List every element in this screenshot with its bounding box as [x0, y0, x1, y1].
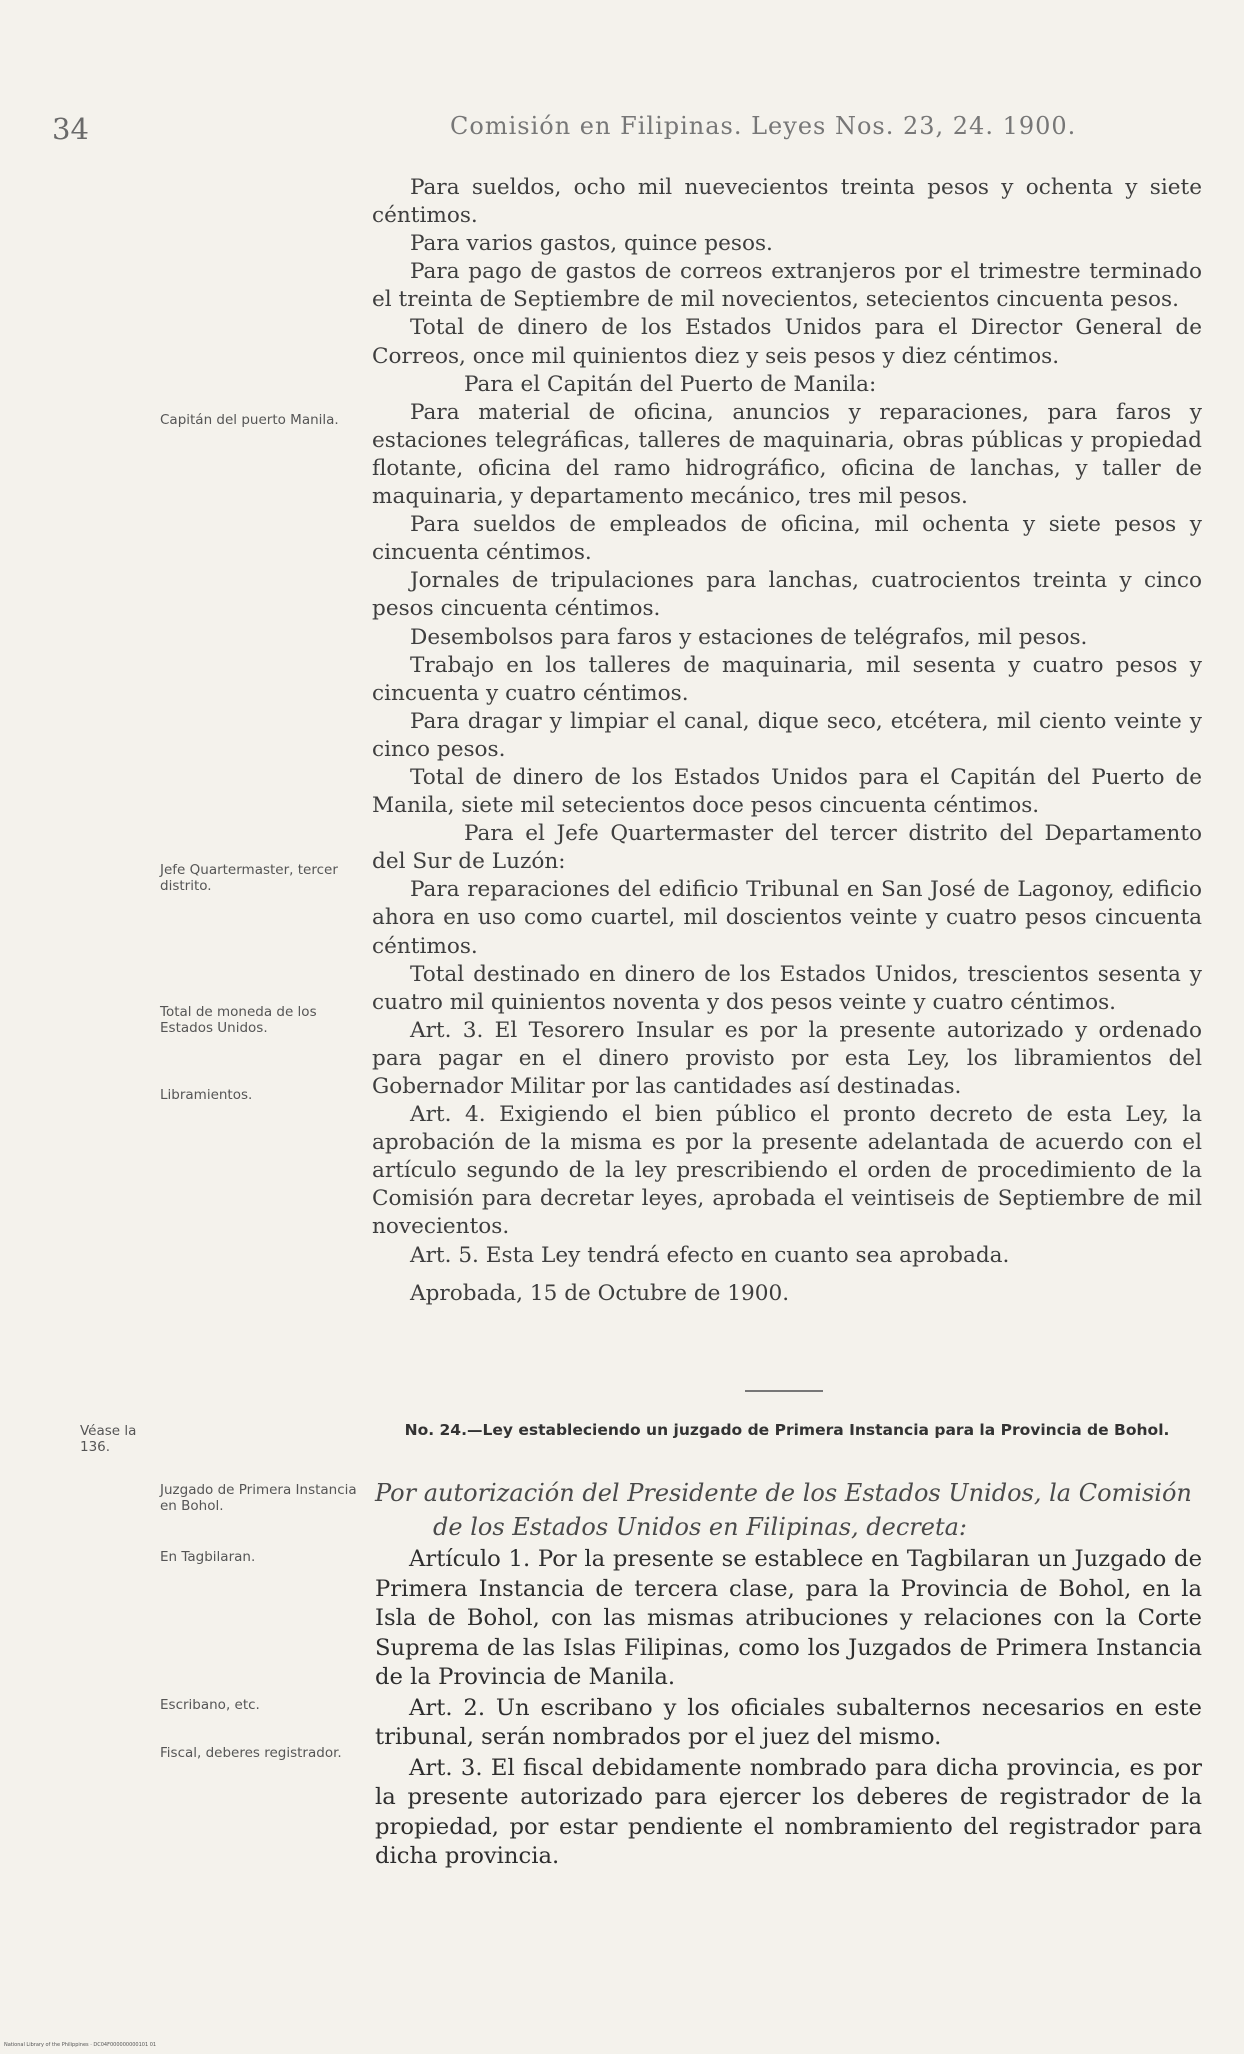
paragraph: Desembolsos para faros y estaciones de telégrafos, mil pesos.	[410, 624, 1088, 650]
paragraph: Trabajo en los talleres de maquinaria, mil sesenta y cuatro pesos y cincuenta y cuatro céntimos.	[372, 652, 1202, 706]
margin-note-quartermaster: Jefe Quartermaster, tercer distrito.	[160, 862, 338, 894]
paragraph: Total de dinero de los Estados Unidos para el Capitán del Puerto de Manila, siete mil setecientos doce pesos cincuenta céntimos.	[372, 764, 1202, 819]
article-paragraph: Art. 3. El fiscal debidamente nombrado para dicha provincia, es por la presente autorizado para ejercer los deberes de registrador de la propiedad, por estar pendiente el nombramiento del registrador para dicha provincia.	[375, 1754, 1202, 1869]
paragraph: Total destinado en dinero de los Estados Unidos, trescientos sesenta y cuatro mil quinientos noventa y dos pesos veinte y cuatro céntimos.	[372, 961, 1202, 1015]
page-number: 34	[52, 112, 89, 146]
paragraph: Para pago de gastos de correos extranjeros por el trimestre terminado el treinta de Septiembre de mil novecientos, setecientos cincuenta pesos.	[372, 259, 1202, 313]
law-23-body	[372, 174, 1202, 1308]
paragraph: Para material de oficina, anuncios y reparaciones, para faros y estaciones telegráficas, talleres de maquinaria, obras públicas y propiedad flotante, oficina del ramo hidrográfico, oficina de lanchas, y taller de maquinaria, y departamento mecánico, tres mil pesos.	[372, 399, 1202, 510]
section-divider	[745, 1390, 823, 1392]
margin-note-capitan: Capitán del puerto Manila.	[160, 412, 339, 428]
section-heading: Para el Jefe Quartermaster del tercer distrito del Departamento del Sur de Luzón:	[372, 821, 1202, 875]
preamble-line: de los Estados Unidos en Filipinas, decreta:	[433, 1513, 967, 1541]
section-heading: Para el Capitán del Puerto de Manila:	[464, 371, 877, 397]
paragraph: Para sueldos, ocho mil nuevecientos treinta pesos y ochenta y siete céntimos.	[372, 175, 1202, 229]
law-24-body	[375, 1545, 1202, 1873]
paragraph: Jornales de tripulaciones para lanchas, cuatrocientos treinta y cinco pesos cincuenta céntimos.	[372, 568, 1202, 622]
paragraph: Para sueldos de empleados de oficina, mil ochenta y siete pesos y cincuenta céntimos.	[372, 512, 1202, 566]
margin-note-fiscal: Fiscal, deberes registrador.	[160, 1745, 342, 1761]
approval-line: Aprobada, 15 de Octubre de 1900.	[410, 1280, 790, 1306]
paragraph: Para dragar y limpiar el canal, dique seco, etcétera, mil ciento veinte y cinco pesos.	[372, 708, 1202, 762]
article-paragraph: Art. 3. El Tesorero Insular es por la presente autorizado y ordenado para pagar en el dinero provisto por esta Ley, los libramientos del Gobernador Militar por las cantidades así destinadas.	[372, 1017, 1202, 1099]
preamble-line: Por autorización del Presidente de los Estados Unidos, la Comisión	[375, 1479, 1192, 1507]
running-head: Comisión en Filipinas. Leyes Nos. 23, 24. 1900.	[450, 112, 1077, 140]
paragraph: Para reparaciones del edificio Tribunal en San José de Lagonoy, edificio ahora en uso como cuartel, mil doscientos veinte y cuatro pesos cincuenta céntimos.	[372, 877, 1202, 959]
margin-note-total-moneda: Total de moneda de los Estados Unidos.	[160, 1004, 317, 1036]
article-paragraph: Art. 4. Exigiendo el bien público el pronto decreto de esta Ley, la aprobación de la misma es por la presente adelantada de acuerdo con el artículo segundo de la ley prescribiendo el orden de procedimiento de la Comisión para decretar leyes, aprobada el veintiseis de Septiembre de mil novecientos.	[372, 1102, 1202, 1240]
article-paragraph: Artículo 1. Por la presente se establece en Tagbilaran un Juzgado de Primera Instancia de tercera clase, para la Provincia de Bohol, en la Isla de Bohol, con las mismas atribuciones y relaciones con la Corte Suprema de las Islas Filipinas, como los Juzgados de Primera Instancia de la Provincia de Manila.	[375, 1546, 1202, 1690]
margin-note-vease: Véase la 136.	[80, 1423, 137, 1455]
law-24-title: No. 24.—Ley estableciendo un juzgado de Primera Instancia para la Provincia de Bohol.	[404, 1421, 1170, 1439]
paragraph: Total de dinero de los Estados Unidos para el Director General de Correos, once mil quinientos diez y seis pesos y diez céntimos.	[372, 315, 1202, 369]
margin-note-libramientos: Libramientos.	[160, 1087, 253, 1103]
article-paragraph: Art. 2. Un escribano y los oficiales subalternos necesarios en este tribunal, serán nombrados por el juez del mismo.	[375, 1694, 1202, 1750]
paragraph: Para varios gastos, quince pesos.	[410, 231, 773, 257]
margin-note-escribano: Escribano, etc.	[160, 1697, 260, 1713]
margin-note-juzgado: Juzgado de Primera Instancia en Bohol.	[160, 1482, 357, 1514]
law-24-preamble	[375, 1476, 1202, 1544]
margin-note-tagbilaran: En Tagbilaran.	[160, 1549, 256, 1565]
article-paragraph: Art. 5. Esta Ley tendrá efecto en cuanto sea aprobada.	[410, 1242, 1010, 1268]
scan-credit: National Library of the Philippines · DC04F000000000101 01	[4, 2042, 157, 2048]
